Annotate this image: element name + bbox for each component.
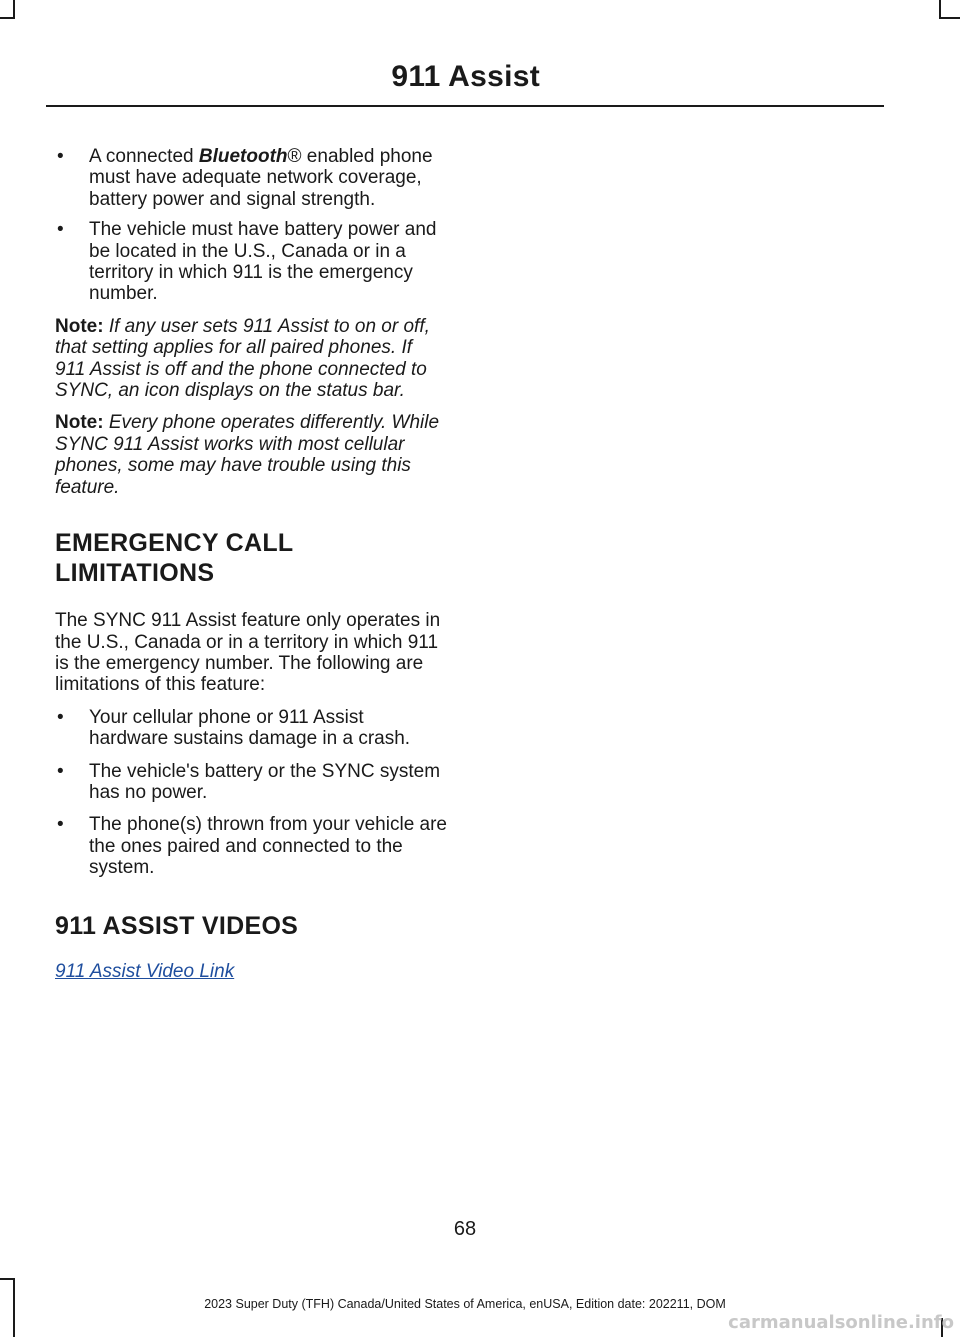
limitations-intro: The SYNC 911 Assist feature only operates in the U.S., Canada or in a territory in which 911 is the emergency number. The following are limitations of this feature: — [55, 610, 441, 696]
bullet-marker: • — [57, 146, 64, 167]
page-number: 68 — [453, 1218, 477, 1240]
note-label: Note: — [55, 412, 104, 434]
note — [55, 412, 447, 498]
bullet-marker: • — [57, 814, 64, 836]
list-item — [55, 707, 447, 750]
section-heading-limitations: LIMITATIONS — [55, 559, 215, 588]
bluetooth-brand: Bluetooth — [198, 146, 288, 167]
main-content — [55, 146, 447, 982]
requirement-text-suffix: ® enabled phone must have adequate network coverage, battery power and signal strength. — [89, 146, 433, 210]
list-item — [55, 761, 447, 804]
bullet-marker: • — [57, 219, 64, 241]
bullet-marker: • — [57, 760, 64, 782]
requirement-text-prefix: A connected — [89, 146, 199, 167]
list-item — [55, 814, 447, 878]
requirement-text: The vehicle must have battery power and be located in the U.S., Canada or in a territory in which 911 is the emergency number. — [89, 219, 437, 305]
crop-mark-bottom-left — [0, 1278, 15, 1280]
crop-mark-top-left — [0, 17, 15, 19]
header-divider — [46, 105, 884, 107]
note — [55, 316, 447, 402]
video-link[interactable]: 911 Assist Video Link — [55, 960, 235, 982]
note-text: If any user sets 911 Assist to on or off, that setting applies for all paired phones. If 911 Assist is off and the phone connected to SYNC, an icon displays on the status bar. — [55, 315, 430, 402]
note-label: Note: — [55, 315, 104, 337]
limitation-text: The vehicle's battery or the SYNC system has no power. — [89, 760, 441, 803]
crop-mark-top-left — [13, 0, 15, 18]
section-heading-emergency-call: EMERGENCY CALL — [55, 529, 294, 558]
bullet-marker: • — [57, 706, 64, 728]
list-item — [55, 219, 447, 305]
limitation-text: The phone(s) thrown from your vehicle are the ones paired and connected to the system. — [89, 814, 447, 879]
page-header-title: 911 Assist — [391, 60, 540, 93]
note-text: Every phone operates differently. While SYNC 911 Assist works with most cellular phones, some may have trouble using this feature. — [55, 412, 440, 498]
crop-mark-top-right — [939, 0, 941, 18]
limitation-text: Your cellular phone or 911 Assist hardware sustains damage in a crash. — [89, 706, 411, 750]
watermark: carmanualsonline.info — [728, 1312, 954, 1333]
section-heading-videos: 911 ASSIST VIDEOS — [55, 911, 299, 940]
list-item — [55, 146, 447, 210]
edition-footer: 2023 Super Duty (TFH) Canada/United States of America, enUSA, Edition date: 202211, DOM — [204, 1297, 726, 1311]
crop-mark-top-right — [939, 17, 960, 19]
